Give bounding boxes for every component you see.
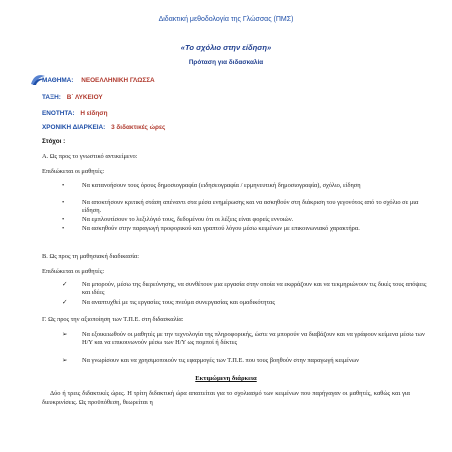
arrow-bullet-icon: ➢	[62, 331, 68, 338]
section-a-heading: Α. Ως προς το γνωστικό αντικείμενο:	[42, 153, 138, 160]
checkmark-icon: ✓	[62, 281, 68, 288]
bullet-icon: •	[62, 216, 65, 223]
unit-value: Η είδηση	[80, 110, 108, 117]
document-title: «Το σχόλιο στην είδηση»	[180, 43, 272, 52]
section-b-heading: Β. Ως προς τη μαθησιακή διαδικασία:	[42, 253, 140, 260]
list-item: • Να ασκηθούν στην παραγωγή προφορικού και γραπτού λόγου μέσω κειμένων με επικοινωνιακό χαρακτήρα.	[62, 225, 360, 232]
checkmark-icon: ✓	[62, 299, 68, 306]
list-item: • Να κατανοήσουν τους όρους δημοσιογραφία (ειδησεογραφία / ερμηνευτική δημοσιογραφία), σχόλιο, είδηση	[62, 182, 361, 189]
list-item: • Να εμπλουτίσουν το λεξιλόγιό τους, δεδομένου ότι οι λέξεις είναι φορείς εννοιών.	[62, 216, 294, 223]
section-b-intro: Επιδιώκεται οι μαθητές:	[42, 268, 105, 275]
section-a-intro: Επιδιώκεται οι μαθητές:	[42, 168, 105, 175]
document-subtitle: Πρόταση για διδασκαλία	[188, 59, 264, 66]
subject-label: ΜΑΘΗΜΑ:	[42, 77, 74, 84]
unit-line	[42, 110, 108, 117]
estimated-duration-heading: Εκτιμώμενη διάρκεια	[195, 375, 257, 382]
bullet-icon: •	[62, 199, 65, 206]
list-item: ✓ Να μπορούν, μέσω της διερεύνησης, να συνθέτουν μια εργασία στην οποία να εκφράζουν και να τεκμηριώνουν τις δικές τους απόψεις και ιδέες	[62, 281, 427, 297]
duration-paragraph: Δύο ή τρεις διδακτικές ώρες. Η τρίτη διδακτική ώρα απαιτείται για το σχολιασμό των κειμένων που παρήγαγαν οι μαθητές, καθώς και για διευκρινίσεις. Ως προϋπόθεση, θεωρείται η	[42, 390, 410, 406]
list-item: • Να αποκτήσουν κριτική στάση απέναντι στα μέσα ενημέρωσης και να ασκηθούν στη διάκριση του γεγονότος από το σχόλιο σε μια είδηση.	[62, 199, 419, 215]
duration-line	[42, 124, 165, 131]
duration-label: ΧΡΟΝΙΚΗ ΔΙΑΡΚΕΙΑ:	[42, 124, 106, 131]
list-item: ➢ Να γνωρίσουν και να χρησιμοποιούν τις εφαρμογές των Τ.Π.Ε. που τους βοηθούν στην παραγωγή κειμένων	[62, 357, 359, 364]
bullet-icon: •	[62, 182, 65, 189]
list-item: ➢ Να εξοικειωθούν οι μαθητές με την τεχνολογία της πληροφορικής, ώστε να μπορούν να διαβάζουν και να γράφουν κείμενα μέσω των Η/Υ και να επικοινωνούν μέσω των Η/Υ ως πομποί ή δέκτες	[62, 331, 425, 347]
duration-value: 3 διδακτικές ώρες	[111, 124, 166, 131]
bullet-icon: •	[62, 225, 65, 232]
list-item: ✓ Να αναπτυχθεί με τις εργασίες τους πνεύμα συνεργασίας και ομαδικότητας	[62, 299, 275, 306]
class-value: Β΄ ΛΥΚΕΙΟΥ	[66, 94, 103, 101]
course-header: Διδακτική μεθοδολογία της Γλώσσας (ΠΜΣ)	[158, 16, 294, 23]
class-label: ΤΑΞΗ:	[42, 94, 61, 101]
unit-label: ΕΝΟΤΗΤΑ:	[42, 110, 75, 117]
goals-heading: Στόχοι :	[42, 138, 66, 145]
arrow-bullet-icon: ➢	[62, 357, 68, 364]
class-line	[42, 94, 103, 101]
subject-line	[42, 77, 155, 84]
subject-value: ΝΕΟΕΛΛΗΝΙΚΗ ΓΛΩΣΣΑ	[81, 77, 155, 84]
section-c-heading: Γ. Ως προς την αξιοποίηση των Τ.Π.Ε. στη διδασκαλία:	[42, 316, 184, 323]
